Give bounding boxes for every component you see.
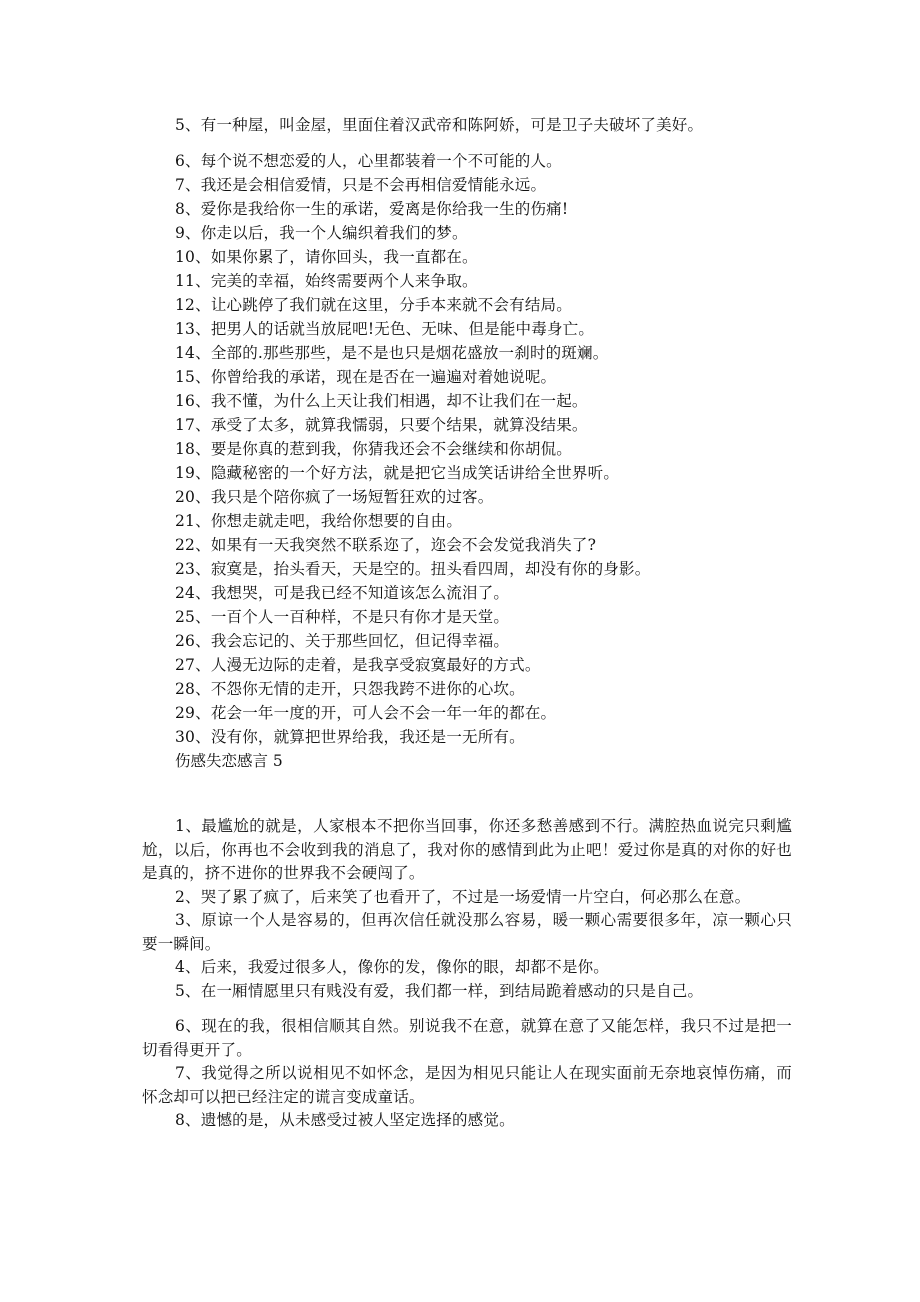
- list-item: 8、爱你是我给你一生的承诺，爱离是你给我一生的伤痛!: [175, 200, 569, 218]
- paragraph: 7、我觉得之所以说相见不如怀念，是因为相见只能让人在现实面前无奈地哀悼伤痛，而怀念却可以把已经注定的谎言变成童话。: [142, 1064, 792, 1106]
- paragraph: 1、最尴尬的就是，人家根本不把你当回事，你还多愁善感到不行。满腔热血说完只剩尴尬，以后，你再也不会收到我的消息了，我对你的感情到此为止吧！爱过你是真的对你的好也是真的，挤不进你的世界我不会硬闯了。: [142, 817, 792, 882]
- list-item: 16、我不懂，为什么上天让我们相遇，却不让我们在一起。: [175, 392, 588, 410]
- paragraph: 5、在一厢情愿里只有贱没有爱，我们都一样，到结局跪着感动的只是自己。: [175, 981, 704, 1000]
- list-item: 21、你想走就走吧，我给你想要的自由。: [175, 512, 463, 530]
- list-item: 29、花会一年一度的开，可人会不会一年一年的都在。: [175, 704, 557, 722]
- list-item: 22、如果有一天我突然不联系迩了，迩会不会发觉我消失了?: [175, 536, 597, 554]
- paragraph: 3、原谅一个人是容易的，但再次信任就没那么容易，暖一颗心需要很多年，凉一颗心只要一瞬间。: [142, 911, 792, 953]
- list-item: 20、我只是个陪你疯了一场短暂狂欢的过客。: [175, 488, 494, 506]
- section-heading: 伤感失恋感言 5: [175, 752, 283, 770]
- list-item: 27、人漫无边际的走着，是我享受寂寞最好的方式。: [175, 656, 541, 674]
- list-item: 6、每个说不想恋爱的人，心里都装着一个不可能的人。: [175, 152, 562, 170]
- list-item: 17、承受了太多，就算我懦弱，只要个结果，就算没结果。: [175, 416, 588, 434]
- list-item: 24、我想哭，可是我已经不知道该怎么流泪了。: [175, 584, 510, 602]
- paragraph: 4、后来，我爱过很多人，像你的发，像你的眼，却都不是你。: [175, 958, 609, 976]
- paragraph-section: [142, 815, 792, 1133]
- list-item: 10、如果你累了，请你回头，我一直都在。: [175, 248, 478, 266]
- list-item: 11、完美的幸福，始终需要两个人来争取。: [175, 272, 478, 290]
- list-item: 28、不怨你无情的走开，只怨我跨不进你的心坎。: [175, 680, 525, 698]
- list-item: 25、一百个人一百种样，不是只有你才是天堂。: [175, 608, 510, 626]
- list-item: 23、寂寞是，抬头看天，天是空的。扭头看四周，却没有你的身影。: [175, 560, 651, 578]
- quote-list: [175, 113, 815, 773]
- list-item: 19、隐藏秘密的一个好方法，就是把它当成笑话讲给全世界听。: [175, 464, 620, 482]
- paragraph: 8、遗憾的是，从未感受过被人坚定选择的感觉。: [175, 1111, 515, 1129]
- list-item: 7、我还是会相信爱情，只是不会再相信爱情能永远。: [175, 176, 547, 194]
- list-item: 18、要是你真的惹到我，你猜我还会不会继续和你胡侃。: [175, 440, 572, 458]
- list-item: 13、把男人的话就当放屁吧!无色、无味、但是能中毒身亡。: [175, 320, 595, 338]
- list-item: 26、我会忘记的、关于那些回忆，但记得幸福。: [175, 632, 510, 650]
- list-item: 14、全部的.那些那些，是不是也只是烟花盛放一刹时的斑斓。: [175, 344, 609, 362]
- list-item: 30、没有你，就算把世界给我，我还是一无所有。: [175, 728, 525, 746]
- paragraph: 2、哭了累了疯了，后来笑了也看开了，不过是一场爱情一片空白，何必那么在意。: [175, 887, 751, 906]
- list-item: 5、有一种屋，叫金屋，里面住着汉武帝和陈阿娇，可是卫子夫破坏了美好。: [175, 116, 704, 134]
- list-item: 12、让心跳停了我们就在这里，分手本来就不会有结局。: [175, 296, 572, 314]
- list-item: 15、你曾给我的承诺，现在是否在一遍遍对着她说呢。: [175, 368, 557, 386]
- paragraph: 6、现在的我，很相信顺其自然。别说我不在意，就算在意了又能怎样，我只不过是把一切看得更开了。: [142, 1017, 792, 1059]
- list-item: 9、你走以后，我一个人编织着我们的梦。: [175, 224, 468, 242]
